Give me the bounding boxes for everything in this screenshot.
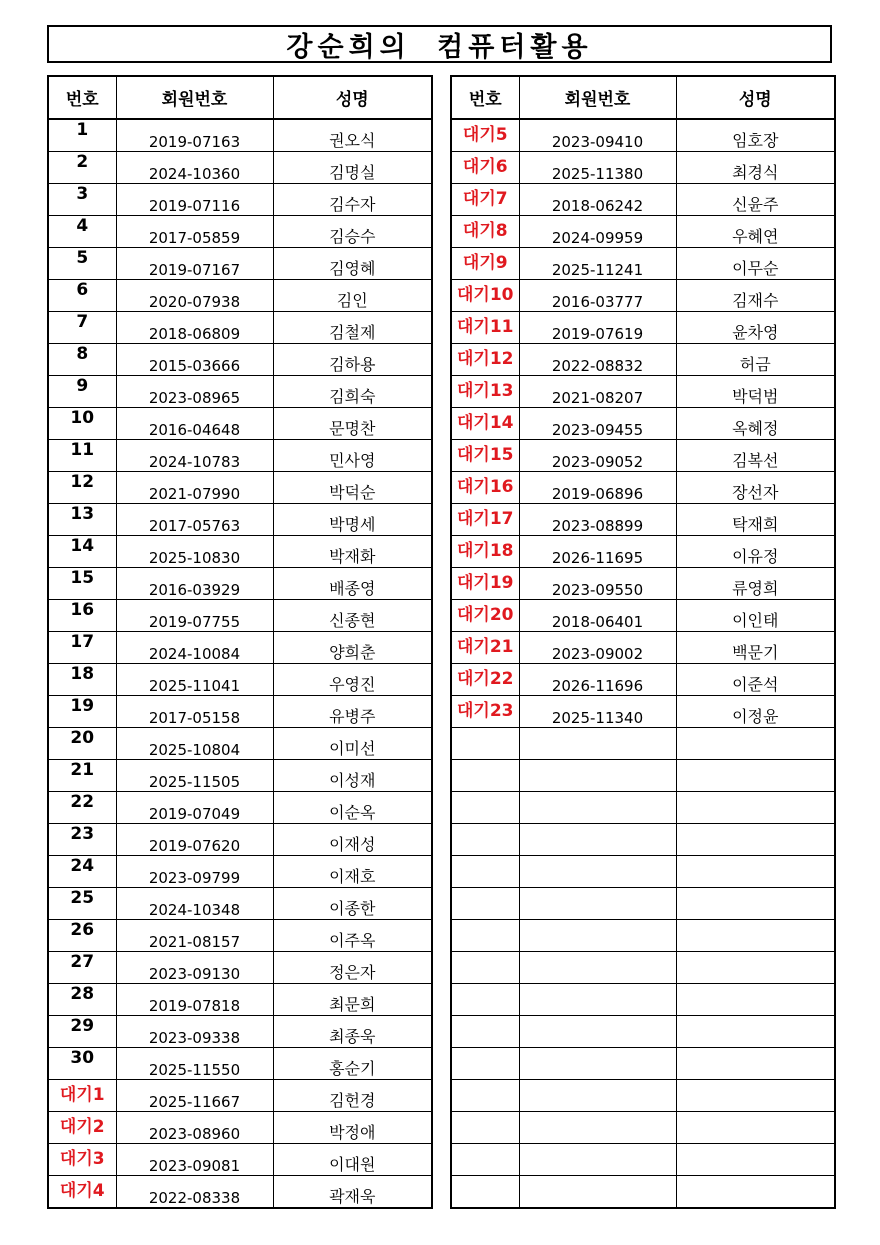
- table-row: [451, 248, 835, 280]
- row-number: 대기16: [451, 472, 519, 504]
- member-name-cell: 홍순기: [273, 1048, 432, 1080]
- row-number: 9: [48, 376, 116, 408]
- row-number: 대기22: [451, 664, 519, 696]
- table-row: [48, 696, 432, 728]
- table-row: [451, 696, 835, 728]
- row-number: 대기14: [451, 408, 519, 440]
- row-number: 대기10: [451, 280, 519, 312]
- table-row: [451, 1048, 835, 1080]
- member-id-cell: 2023-08965: [116, 376, 273, 408]
- member-id-cell: [519, 856, 676, 888]
- member-id-cell: 2019-07163: [116, 119, 273, 152]
- table-row: [451, 984, 835, 1016]
- row-number: 17: [48, 632, 116, 664]
- row-number: 7: [48, 312, 116, 344]
- member-id-cell: 2023-09002: [519, 632, 676, 664]
- table-row: [451, 792, 835, 824]
- table-row: [48, 1080, 432, 1112]
- member-name-cell: 허금: [676, 344, 835, 376]
- member-name-cell: 김하용: [273, 344, 432, 376]
- member-id-cell: [519, 1080, 676, 1112]
- member-name-cell: [676, 984, 835, 1016]
- table-row: [451, 536, 835, 568]
- row-number: 25: [48, 888, 116, 920]
- member-name-cell: 배종영: [273, 568, 432, 600]
- row-number: [451, 760, 519, 792]
- table-row: [48, 536, 432, 568]
- row-number: [451, 1080, 519, 1112]
- member-id-cell: 2019-07619: [519, 312, 676, 344]
- member-id-cell: [519, 792, 676, 824]
- table-row: [48, 600, 432, 632]
- row-number: [451, 1176, 519, 1209]
- table-row: [451, 376, 835, 408]
- member-id-cell: 2023-09799: [116, 856, 273, 888]
- table-row: [48, 504, 432, 536]
- member-name-cell: 장선자: [676, 472, 835, 504]
- member-id-cell: 2023-09338: [116, 1016, 273, 1048]
- member-id-cell: 2023-09081: [116, 1144, 273, 1176]
- row-number: 대기7: [451, 184, 519, 216]
- member-name-cell: 박명세: [273, 504, 432, 536]
- member-id-cell: 2023-09455: [519, 408, 676, 440]
- row-number: [451, 728, 519, 760]
- member-name-cell: 유병주: [273, 696, 432, 728]
- member-id-cell: 2025-11241: [519, 248, 676, 280]
- table-row: [451, 1080, 835, 1112]
- member-name-cell: 민사영: [273, 440, 432, 472]
- header-row: [48, 76, 432, 119]
- row-number: 19: [48, 696, 116, 728]
- member-name-cell: [676, 1016, 835, 1048]
- member-name-cell: [676, 856, 835, 888]
- member-name-cell: 이미선: [273, 728, 432, 760]
- member-id-cell: 2023-09052: [519, 440, 676, 472]
- member-name-cell: 정은자: [273, 952, 432, 984]
- member-name-cell: [676, 792, 835, 824]
- row-number: 대기9: [451, 248, 519, 280]
- row-number: 대기2: [48, 1112, 116, 1144]
- member-name-cell: 우영진: [273, 664, 432, 696]
- member-id-cell: [519, 920, 676, 952]
- table-row: [48, 728, 432, 760]
- table-row: [451, 504, 835, 536]
- row-number: 16: [48, 600, 116, 632]
- member-id-cell: 2018-06809: [116, 312, 273, 344]
- row-number: 대기5: [451, 119, 519, 152]
- member-id-cell: 2020-07938: [116, 280, 273, 312]
- member-id-cell: 2021-08157: [116, 920, 273, 952]
- member-id-cell: 2022-08832: [519, 344, 676, 376]
- member-name-cell: 이정윤: [676, 696, 835, 728]
- table-row: [451, 760, 835, 792]
- row-number: 29: [48, 1016, 116, 1048]
- member-id-cell: [519, 824, 676, 856]
- table-row: [48, 856, 432, 888]
- member-name-cell: 박정애: [273, 1112, 432, 1144]
- member-id-cell: 2022-08338: [116, 1176, 273, 1209]
- row-number: 대기19: [451, 568, 519, 600]
- row-number: 대기21: [451, 632, 519, 664]
- member-id-cell: 2024-10360: [116, 152, 273, 184]
- member-name-cell: 김철제: [273, 312, 432, 344]
- table-row: [48, 472, 432, 504]
- row-number: 대기8: [451, 216, 519, 248]
- member-id-cell: [519, 1048, 676, 1080]
- member-id-cell: 2019-07049: [116, 792, 273, 824]
- table-row: [48, 568, 432, 600]
- table-row: [451, 728, 835, 760]
- table-row: [48, 1176, 432, 1209]
- member-name-cell: [676, 1048, 835, 1080]
- row-number: 2: [48, 152, 116, 184]
- row-number: 대기12: [451, 344, 519, 376]
- header-member-id: 회원번호: [116, 76, 273, 119]
- table-row: [451, 344, 835, 376]
- member-name-cell: [676, 1080, 835, 1112]
- member-id-cell: 2025-11380: [519, 152, 676, 184]
- member-name-cell: 김헌경: [273, 1080, 432, 1112]
- member-name-cell: [676, 1112, 835, 1144]
- member-name-cell: [676, 952, 835, 984]
- table-row: [451, 888, 835, 920]
- row-number: 12: [48, 472, 116, 504]
- table-row: [48, 312, 432, 344]
- table-row: [48, 344, 432, 376]
- header-name: 성명: [676, 76, 835, 119]
- member-id-cell: [519, 1144, 676, 1176]
- row-number: 15: [48, 568, 116, 600]
- table-row: [48, 792, 432, 824]
- member-id-cell: 2016-03929: [116, 568, 273, 600]
- member-name-cell: 백문기: [676, 632, 835, 664]
- member-name-cell: [676, 728, 835, 760]
- row-number: [451, 1016, 519, 1048]
- row-number: 대기3: [48, 1144, 116, 1176]
- member-name-cell: 윤차영: [676, 312, 835, 344]
- member-id-cell: 2021-08207: [519, 376, 676, 408]
- row-number: 28: [48, 984, 116, 1016]
- row-number: 20: [48, 728, 116, 760]
- member-id-cell: 2018-06401: [519, 600, 676, 632]
- member-name-cell: 이재호: [273, 856, 432, 888]
- table-row: [48, 1048, 432, 1080]
- member-id-cell: 2017-05763: [116, 504, 273, 536]
- member-id-cell: [519, 984, 676, 1016]
- row-number: 1: [48, 119, 116, 152]
- member-id-cell: 2018-06242: [519, 184, 676, 216]
- member-name-cell: 최문희: [273, 984, 432, 1016]
- row-number: 14: [48, 536, 116, 568]
- table-row: [48, 664, 432, 696]
- table-row: [451, 184, 835, 216]
- row-number: 대기18: [451, 536, 519, 568]
- table-row: [451, 1016, 835, 1048]
- table-row: [48, 1016, 432, 1048]
- member-name-cell: [676, 824, 835, 856]
- member-name-cell: 이준석: [676, 664, 835, 696]
- member-id-cell: [519, 760, 676, 792]
- row-number: 11: [48, 440, 116, 472]
- roster-table-left: [47, 75, 433, 1209]
- table-row: [451, 920, 835, 952]
- member-name-cell: 박덕범: [676, 376, 835, 408]
- table-row: [48, 824, 432, 856]
- row-number: 5: [48, 248, 116, 280]
- member-id-cell: 2019-07818: [116, 984, 273, 1016]
- member-name-cell: 김재수: [676, 280, 835, 312]
- row-number: 27: [48, 952, 116, 984]
- member-id-cell: 2015-03666: [116, 344, 273, 376]
- member-name-cell: 박재화: [273, 536, 432, 568]
- member-id-cell: 2023-08899: [519, 504, 676, 536]
- member-name-cell: 최경식: [676, 152, 835, 184]
- table-row: [48, 920, 432, 952]
- row-number: 대기23: [451, 696, 519, 728]
- member-name-cell: 이인태: [676, 600, 835, 632]
- member-id-cell: [519, 952, 676, 984]
- header-name: 성명: [273, 76, 432, 119]
- member-id-cell: 2023-09550: [519, 568, 676, 600]
- member-name-cell: 신윤주: [676, 184, 835, 216]
- member-id-cell: [519, 1176, 676, 1209]
- row-number: 30: [48, 1048, 116, 1080]
- member-id-cell: 2026-11695: [519, 536, 676, 568]
- row-number: 18: [48, 664, 116, 696]
- row-number: 대기15: [451, 440, 519, 472]
- row-number: 대기1: [48, 1080, 116, 1112]
- table-row: [451, 152, 835, 184]
- member-id-cell: 2023-09410: [519, 119, 676, 152]
- row-number: [451, 888, 519, 920]
- member-name-cell: 권오식: [273, 119, 432, 152]
- row-number: 6: [48, 280, 116, 312]
- table-row: [48, 184, 432, 216]
- member-name-cell: 김승수: [273, 216, 432, 248]
- row-number: 대기6: [451, 152, 519, 184]
- member-id-cell: 2025-11041: [116, 664, 273, 696]
- row-number: 26: [48, 920, 116, 952]
- member-name-cell: 이성재: [273, 760, 432, 792]
- member-name-cell: 이종한: [273, 888, 432, 920]
- member-id-cell: 2024-10783: [116, 440, 273, 472]
- member-id-cell: 2025-11505: [116, 760, 273, 792]
- member-id-cell: 2025-11340: [519, 696, 676, 728]
- row-number: 21: [48, 760, 116, 792]
- row-number: 4: [48, 216, 116, 248]
- member-id-cell: 2016-03777: [519, 280, 676, 312]
- member-id-cell: 2019-07620: [116, 824, 273, 856]
- row-number: 10: [48, 408, 116, 440]
- page-title: 강순희의 컴퓨터활용: [286, 31, 593, 63]
- table-row: [451, 664, 835, 696]
- table-row: [451, 824, 835, 856]
- row-number: 8: [48, 344, 116, 376]
- table-row: [48, 1144, 432, 1176]
- table-row: [48, 760, 432, 792]
- member-id-cell: [519, 728, 676, 760]
- member-name-cell: 옥혜정: [676, 408, 835, 440]
- table-row: [451, 568, 835, 600]
- table-row: [48, 376, 432, 408]
- row-number: [451, 1144, 519, 1176]
- table-row: [451, 600, 835, 632]
- roster-body-left: [48, 119, 432, 1208]
- table-row: [451, 1176, 835, 1209]
- table-row: [48, 888, 432, 920]
- row-number: [451, 856, 519, 888]
- header-member-id: 회원번호: [519, 76, 676, 119]
- member-name-cell: 이무순: [676, 248, 835, 280]
- row-number: 대기11: [451, 312, 519, 344]
- table-row: [48, 216, 432, 248]
- row-number: 대기4: [48, 1176, 116, 1209]
- member-name-cell: 박덕순: [273, 472, 432, 504]
- member-name-cell: 우혜연: [676, 216, 835, 248]
- table-row: [48, 1112, 432, 1144]
- table-row: [451, 119, 835, 152]
- member-name-cell: 양희춘: [273, 632, 432, 664]
- member-name-cell: 곽재욱: [273, 1176, 432, 1209]
- member-id-cell: 2016-04648: [116, 408, 273, 440]
- member-id-cell: 2023-09130: [116, 952, 273, 984]
- member-id-cell: 2025-11550: [116, 1048, 273, 1080]
- row-number: 대기17: [451, 504, 519, 536]
- member-name-cell: 이유정: [676, 536, 835, 568]
- header-num: 번호: [48, 76, 116, 119]
- row-number: 대기20: [451, 600, 519, 632]
- member-id-cell: 2023-08960: [116, 1112, 273, 1144]
- member-id-cell: [519, 888, 676, 920]
- row-number: 23: [48, 824, 116, 856]
- member-name-cell: 신종현: [273, 600, 432, 632]
- member-id-cell: [519, 1112, 676, 1144]
- member-id-cell: 2026-11696: [519, 664, 676, 696]
- row-number: 13: [48, 504, 116, 536]
- table-row: [48, 952, 432, 984]
- header-row: [451, 76, 835, 119]
- member-id-cell: 2025-10804: [116, 728, 273, 760]
- member-name-cell: 김희숙: [273, 376, 432, 408]
- table-row: [451, 312, 835, 344]
- table-row: [451, 632, 835, 664]
- member-name-cell: [676, 1176, 835, 1209]
- member-name-cell: 이재성: [273, 824, 432, 856]
- row-number: [451, 1112, 519, 1144]
- member-name-cell: [676, 920, 835, 952]
- member-name-cell: 이대원: [273, 1144, 432, 1176]
- table-row: [48, 119, 432, 152]
- table-row: [451, 1112, 835, 1144]
- row-number: 24: [48, 856, 116, 888]
- row-number: [451, 824, 519, 856]
- table-row: [48, 408, 432, 440]
- member-name-cell: 김수자: [273, 184, 432, 216]
- row-number: [451, 1048, 519, 1080]
- member-name-cell: 김인: [273, 280, 432, 312]
- table-row: [451, 408, 835, 440]
- row-number: [451, 920, 519, 952]
- roster-body-right: [451, 119, 835, 1208]
- member-id-cell: [519, 1016, 676, 1048]
- header-num: 번호: [451, 76, 519, 119]
- member-name-cell: 탁재희: [676, 504, 835, 536]
- member-id-cell: 2019-07755: [116, 600, 273, 632]
- member-name-cell: 최종욱: [273, 1016, 432, 1048]
- member-name-cell: 김명실: [273, 152, 432, 184]
- table-row: [451, 472, 835, 504]
- row-number: 22: [48, 792, 116, 824]
- member-name-cell: 문명찬: [273, 408, 432, 440]
- table-row: [48, 984, 432, 1016]
- title-box: [47, 25, 832, 63]
- table-row: [48, 440, 432, 472]
- row-number: 대기13: [451, 376, 519, 408]
- table-row: [48, 152, 432, 184]
- member-name-cell: 이순옥: [273, 792, 432, 824]
- table-row: [451, 440, 835, 472]
- row-number: [451, 792, 519, 824]
- member-id-cell: 2019-07116: [116, 184, 273, 216]
- member-id-cell: 2017-05859: [116, 216, 273, 248]
- row-number: 3: [48, 184, 116, 216]
- table-row: [451, 280, 835, 312]
- member-id-cell: 2019-07167: [116, 248, 273, 280]
- member-name-cell: 김복선: [676, 440, 835, 472]
- member-name-cell: 류영희: [676, 568, 835, 600]
- member-name-cell: 김영혜: [273, 248, 432, 280]
- table-row: [48, 280, 432, 312]
- table-row: [451, 216, 835, 248]
- member-id-cell: 2017-05158: [116, 696, 273, 728]
- table-row: [451, 1144, 835, 1176]
- member-id-cell: 2021-07990: [116, 472, 273, 504]
- member-id-cell: 2024-10348: [116, 888, 273, 920]
- table-row: [451, 952, 835, 984]
- member-id-cell: 2025-11667: [116, 1080, 273, 1112]
- member-name-cell: 이주옥: [273, 920, 432, 952]
- member-id-cell: 2024-09959: [519, 216, 676, 248]
- table-row: [48, 248, 432, 280]
- member-name-cell: 임호장: [676, 119, 835, 152]
- member-id-cell: 2025-10830: [116, 536, 273, 568]
- member-name-cell: [676, 1144, 835, 1176]
- roster-table-right: [450, 75, 836, 1209]
- table-row: [48, 632, 432, 664]
- row-number: [451, 952, 519, 984]
- member-id-cell: 2024-10084: [116, 632, 273, 664]
- member-name-cell: [676, 888, 835, 920]
- member-name-cell: [676, 760, 835, 792]
- member-id-cell: 2019-06896: [519, 472, 676, 504]
- table-row: [451, 856, 835, 888]
- row-number: [451, 984, 519, 1016]
